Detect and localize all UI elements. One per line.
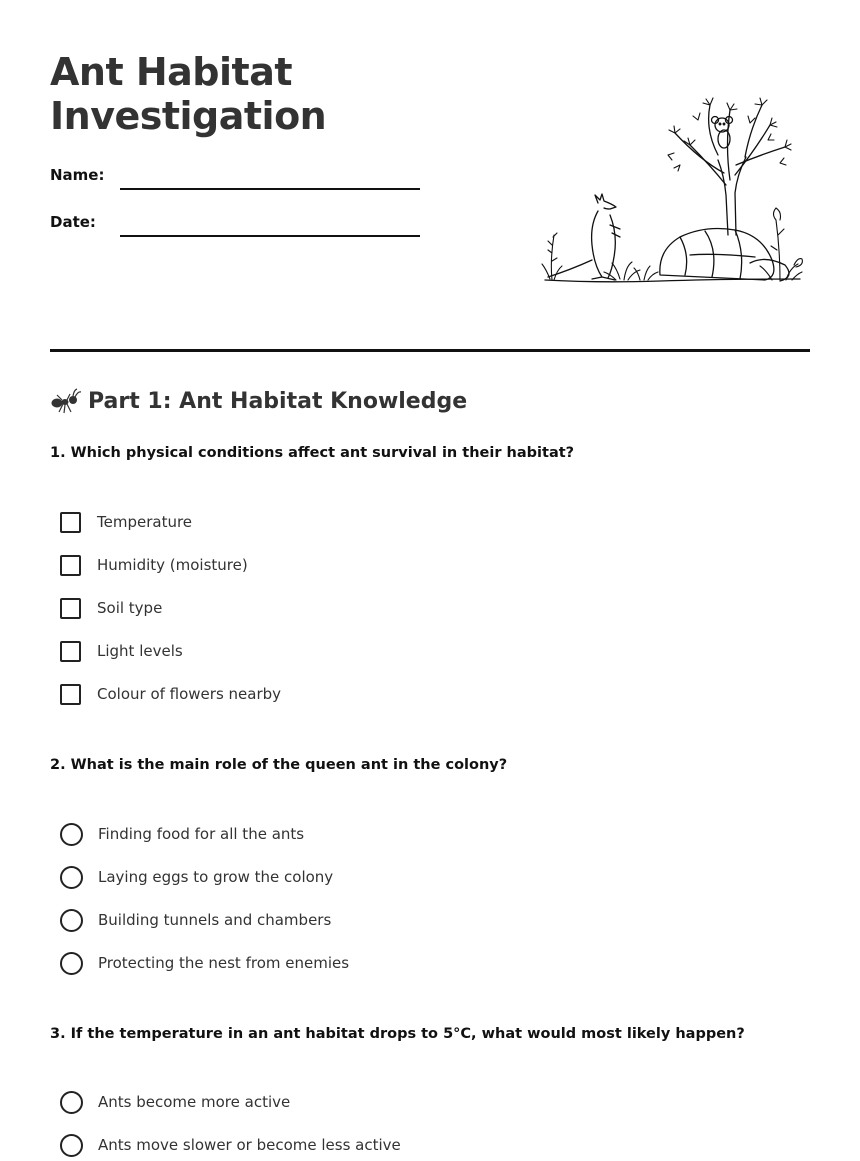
ant-icon xyxy=(50,388,82,414)
part1-title: Part 1: Ant Habitat Knowledge xyxy=(88,388,468,414)
radio-button[interactable] xyxy=(60,1134,83,1157)
option-label: Soil type xyxy=(97,599,163,617)
part1-heading xyxy=(50,388,467,414)
q1-option-5[interactable] xyxy=(60,681,281,707)
q1-option-1[interactable] xyxy=(60,509,192,535)
radio-button[interactable] xyxy=(60,909,83,932)
question-3-text: 3. If the temperature in an ant habitat drops to 5°C, what would most likely happen? xyxy=(50,1026,745,1042)
worksheet-title xyxy=(50,50,326,138)
name-field xyxy=(50,166,430,196)
option-label: Ants become more active xyxy=(98,1093,291,1111)
checkbox[interactable] xyxy=(60,641,81,662)
date-input-line[interactable] xyxy=(120,235,420,237)
option-label: Building tunnels and chambers xyxy=(98,911,332,929)
option-label: Protecting the nest from enemies xyxy=(98,954,350,972)
radio-button[interactable] xyxy=(60,866,83,889)
q2-option-4[interactable] xyxy=(60,950,349,976)
radio-button[interactable] xyxy=(60,823,83,846)
option-label: Humidity (moisture) xyxy=(97,556,248,574)
radio-button[interactable] xyxy=(60,1091,83,1114)
radio-button[interactable] xyxy=(60,952,83,975)
q2-option-3[interactable] xyxy=(60,907,331,933)
q1-option-2[interactable] xyxy=(60,552,248,578)
q1-option-4[interactable] xyxy=(60,638,183,664)
australian-bush-scene-icon xyxy=(540,85,805,290)
option-label: Colour of flowers nearby xyxy=(97,685,282,703)
option-label: Ants move slower or become less active xyxy=(98,1136,401,1154)
question-2-text: 2. What is the main role of the queen ant in the colony? xyxy=(50,757,508,773)
name-input-line[interactable] xyxy=(120,188,420,190)
checkbox[interactable] xyxy=(60,684,81,705)
q3-option-2[interactable] xyxy=(60,1132,401,1158)
checkbox[interactable] xyxy=(60,512,81,533)
q3-option-1[interactable] xyxy=(60,1089,290,1115)
section-divider xyxy=(50,349,810,352)
option-label: Laying eggs to grow the colony xyxy=(98,868,334,886)
q2-option-2[interactable] xyxy=(60,864,333,890)
option-label: Temperature xyxy=(97,513,193,531)
checkbox[interactable] xyxy=(60,555,81,576)
checkbox[interactable] xyxy=(60,598,81,619)
title-line-1: Ant Habitat xyxy=(50,50,293,94)
question-1-text: 1. Which physical conditions affect ant survival in their habitat? xyxy=(50,445,575,461)
koala-icon xyxy=(712,117,733,149)
kangaroo-icon xyxy=(548,194,620,280)
option-label: Light levels xyxy=(97,642,183,660)
q2-option-1[interactable] xyxy=(60,821,304,847)
option-label: Finding food for all the ants xyxy=(98,825,305,843)
date-field xyxy=(50,213,430,243)
date-label: Date: xyxy=(50,213,96,231)
title-line-2: Investigation xyxy=(50,94,327,138)
q1-option-3[interactable] xyxy=(60,595,162,621)
name-label: Name: xyxy=(50,166,105,184)
